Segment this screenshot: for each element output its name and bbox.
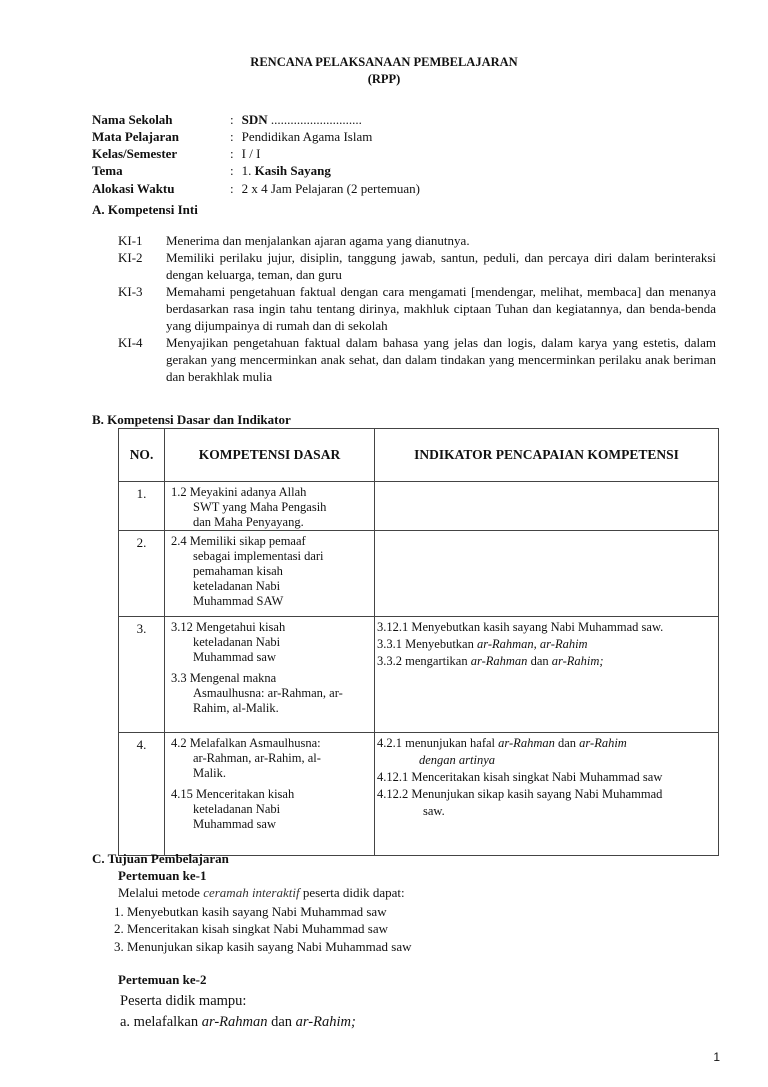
indicator-item: [377, 769, 716, 786]
indicator-continuation: saw.: [423, 804, 445, 818]
separator: :: [230, 181, 234, 196]
section-b-heading: B. Kompetensi Dasar dan Indikator: [92, 412, 291, 427]
indicator-italic: ar-Rahman: [498, 736, 555, 750]
kd-line: Muhammad saw: [193, 817, 276, 831]
row-no: 2.: [119, 531, 165, 617]
meeting1-item: 2. Menceritakan kisah singkat Nabi Muhammad saw: [114, 921, 389, 936]
ki-item: [118, 232, 716, 249]
kd-cell: [165, 733, 375, 856]
meeting2-intro: Peserta didik mampu:: [120, 993, 247, 1009]
identity-label: Alokasi Waktu: [92, 181, 175, 196]
ki-text: Memiliki perilaku jujur, disiplin, tanggung jawab, santun, peduli, dan percaya diri dalam berinteraksi dengan keluarga, teman, dan guru: [166, 250, 716, 282]
kd-line: 3.12 Mengetahui kisah: [171, 620, 286, 634]
kd-line: Muhammad saw: [193, 650, 276, 664]
separator: :: [230, 129, 234, 144]
indicator-text: 3.3.2 mengartikan: [377, 654, 471, 668]
identity-label: Tema: [92, 163, 123, 178]
kd-cell: [165, 617, 375, 733]
meeting2-item: a. melafalkan ar-Rahman dan ar-Rahim;: [120, 1014, 356, 1030]
document-title: RENCANA PELAKSANAAN PEMBELAJARAN: [250, 55, 518, 69]
col-kd: KOMPETENSI DASAR: [165, 429, 375, 482]
identity-value-bold: Kasih Sayang: [254, 163, 331, 178]
identity-label: Mata Pelajaran: [92, 129, 180, 144]
ki-text: Memahami pengetahuan faktual dengan cara mengamati [mendengar, melihat, membaca] dan menanya berdasarkan rasa ingin tahu tentang dirinya, makhluk ciptaan Tuhan dan kegiatannya, dan benda-benda yang dijumpainya di rumah dan di sekolah: [166, 284, 716, 333]
ki-item: [118, 283, 716, 334]
separator: :: [230, 146, 234, 161]
indicator-text: 4.2.1 menunjukan hafal: [377, 736, 499, 750]
kd-line: pemahaman kisah: [193, 564, 283, 578]
section-c-heading: C. Tujuan Pembelajaran: [92, 851, 229, 866]
row-no: 3.: [119, 617, 165, 733]
ki-item: [118, 334, 716, 385]
indicator-item: [377, 653, 716, 670]
table-row: [119, 617, 719, 733]
ki-code: KI-2: [118, 250, 143, 265]
identity-row: [92, 180, 420, 197]
indicator-item: [377, 735, 716, 769]
identity-value: 1.: [241, 163, 255, 178]
kd-item: [171, 534, 370, 609]
table-row: [119, 482, 719, 531]
separator: :: [230, 163, 234, 178]
ki-code: KI-4: [118, 335, 143, 350]
identity-value: Pendidikan Agama Islam: [241, 129, 373, 144]
kd-line: 4.15 Menceritakan kisah: [171, 787, 295, 801]
meeting1-intro: Melalui metode ceramah interaktif peserta didik dapat:: [118, 885, 405, 900]
indicator-text: dan: [554, 736, 580, 750]
indicator-text: dan: [527, 654, 552, 668]
section-a-heading: A. Kompetensi Inti: [92, 202, 198, 217]
kd-table: [118, 428, 719, 856]
indicator-cell: [375, 617, 719, 733]
kd-line: 4.2 Melafalkan Asmaulhusna:: [171, 736, 321, 750]
indicator-text: 3.12.1 Menyebutkan kasih sayang Nabi Muhammad saw.: [377, 620, 664, 634]
kd-line: 1.2 Meyakini adanya Allah: [171, 485, 307, 499]
indicator-item: [377, 619, 716, 636]
meeting1-item: 3. Menunjukan sikap kasih sayang Nabi Muhammad saw: [114, 939, 412, 954]
indicator-text: 4.12.2 Menunjukan sikap kasih sayang Nabi Muhammad: [377, 787, 663, 801]
kd-line: keteladanan Nabi: [193, 579, 281, 593]
kd-line: keteladanan Nabi: [193, 635, 281, 649]
identity-value: ............................: [267, 112, 362, 127]
row-no: 1.: [119, 482, 165, 531]
indicator-italic: ar-Rahim: [579, 736, 627, 750]
kd-item: [171, 736, 370, 781]
kd-cell: [165, 482, 375, 531]
identity-row: [92, 111, 362, 128]
meeting1-item: 1. Menyebutkan kasih sayang Nabi Muhammad saw: [114, 904, 387, 919]
table-row: [119, 531, 719, 617]
kd-line: sebagai implementasi dari: [193, 549, 324, 563]
indicator-italic: ar-Rahman: [470, 654, 528, 668]
row-no: 4.: [119, 733, 165, 856]
ki-item: [118, 249, 716, 283]
page-number: 1: [713, 1050, 720, 1064]
indicator-text: 3.3.1 Menyebutkan: [377, 637, 477, 651]
kd-line: ar-Rahman, ar-Rahim, al-: [193, 751, 321, 765]
indicator-italic: ar-Rahman, ar-Rahim: [476, 637, 588, 651]
ki-code: KI-1: [118, 233, 143, 248]
col-no: NO.: [119, 429, 165, 482]
kd-item: [171, 787, 370, 832]
indicator-italic: ar-Rahim;: [551, 654, 604, 668]
meeting1-heading: Pertemuan ke-1: [118, 868, 207, 883]
identity-value-bold: SDN: [241, 112, 268, 127]
table-row: [119, 733, 719, 856]
identity-value: I / I: [241, 146, 261, 161]
kd-line: 2.4 Memiliki sikap pemaaf: [171, 534, 306, 548]
ki-text: Menerima dan menjalankan ajaran agama yang dianutnya.: [166, 233, 470, 248]
indicator-text: 4.12.1 Menceritakan kisah singkat Nabi Muhammad saw: [377, 770, 663, 784]
kd-line: Asmaulhusna: ar-Rahman, ar-: [193, 686, 343, 700]
kd-item: [171, 620, 370, 665]
kd-line: Rahim, al-Malik.: [193, 701, 279, 715]
meeting2-heading: Pertemuan ke-2: [118, 972, 207, 987]
indicator-cell: [375, 531, 719, 617]
ki-code: KI-3: [118, 284, 143, 299]
document-subtitle: (RPP): [367, 72, 401, 86]
kd-line: Malik.: [193, 766, 226, 780]
identity-row: [92, 162, 331, 179]
indicator-cell: [375, 482, 719, 531]
identity-row: [92, 145, 260, 162]
kd-line: dan Maha Penyayang.: [193, 515, 304, 529]
col-ind: INDIKATOR PENCAPAIAN KOMPETENSI: [375, 429, 719, 482]
indicator-item: [377, 636, 716, 653]
kd-line: keteladanan Nabi: [193, 802, 281, 816]
kd-line: Muhammad SAW: [193, 594, 284, 608]
indicator-continuation: dengan artinya: [419, 753, 496, 767]
identity-label: Nama Sekolah: [92, 112, 173, 127]
kd-item: [171, 485, 370, 530]
kd-cell: [165, 531, 375, 617]
indicator-cell: [375, 733, 719, 856]
kd-item: [171, 671, 370, 716]
kd-line: 3.3 Mengenal makna: [171, 671, 277, 685]
ki-text: Menyajikan pengetahuan faktual dalam bahasa yang jelas dan logis, dalam karya yang estetis, dalam gerakan yang mencerminkan anak sehat, dan dalam tindakan yang mencerminkan perilaku anak beriman dan berakhlak mulia: [166, 335, 716, 384]
identity-label: Kelas/Semester: [92, 146, 178, 161]
kd-line: SWT yang Maha Pengasih: [193, 500, 327, 514]
separator: :: [230, 112, 234, 127]
identity-row: [92, 128, 372, 145]
indicator-item: [377, 786, 716, 820]
identity-value: 2 x 4 Jam Pelajaran (2 pertemuan): [241, 181, 420, 196]
